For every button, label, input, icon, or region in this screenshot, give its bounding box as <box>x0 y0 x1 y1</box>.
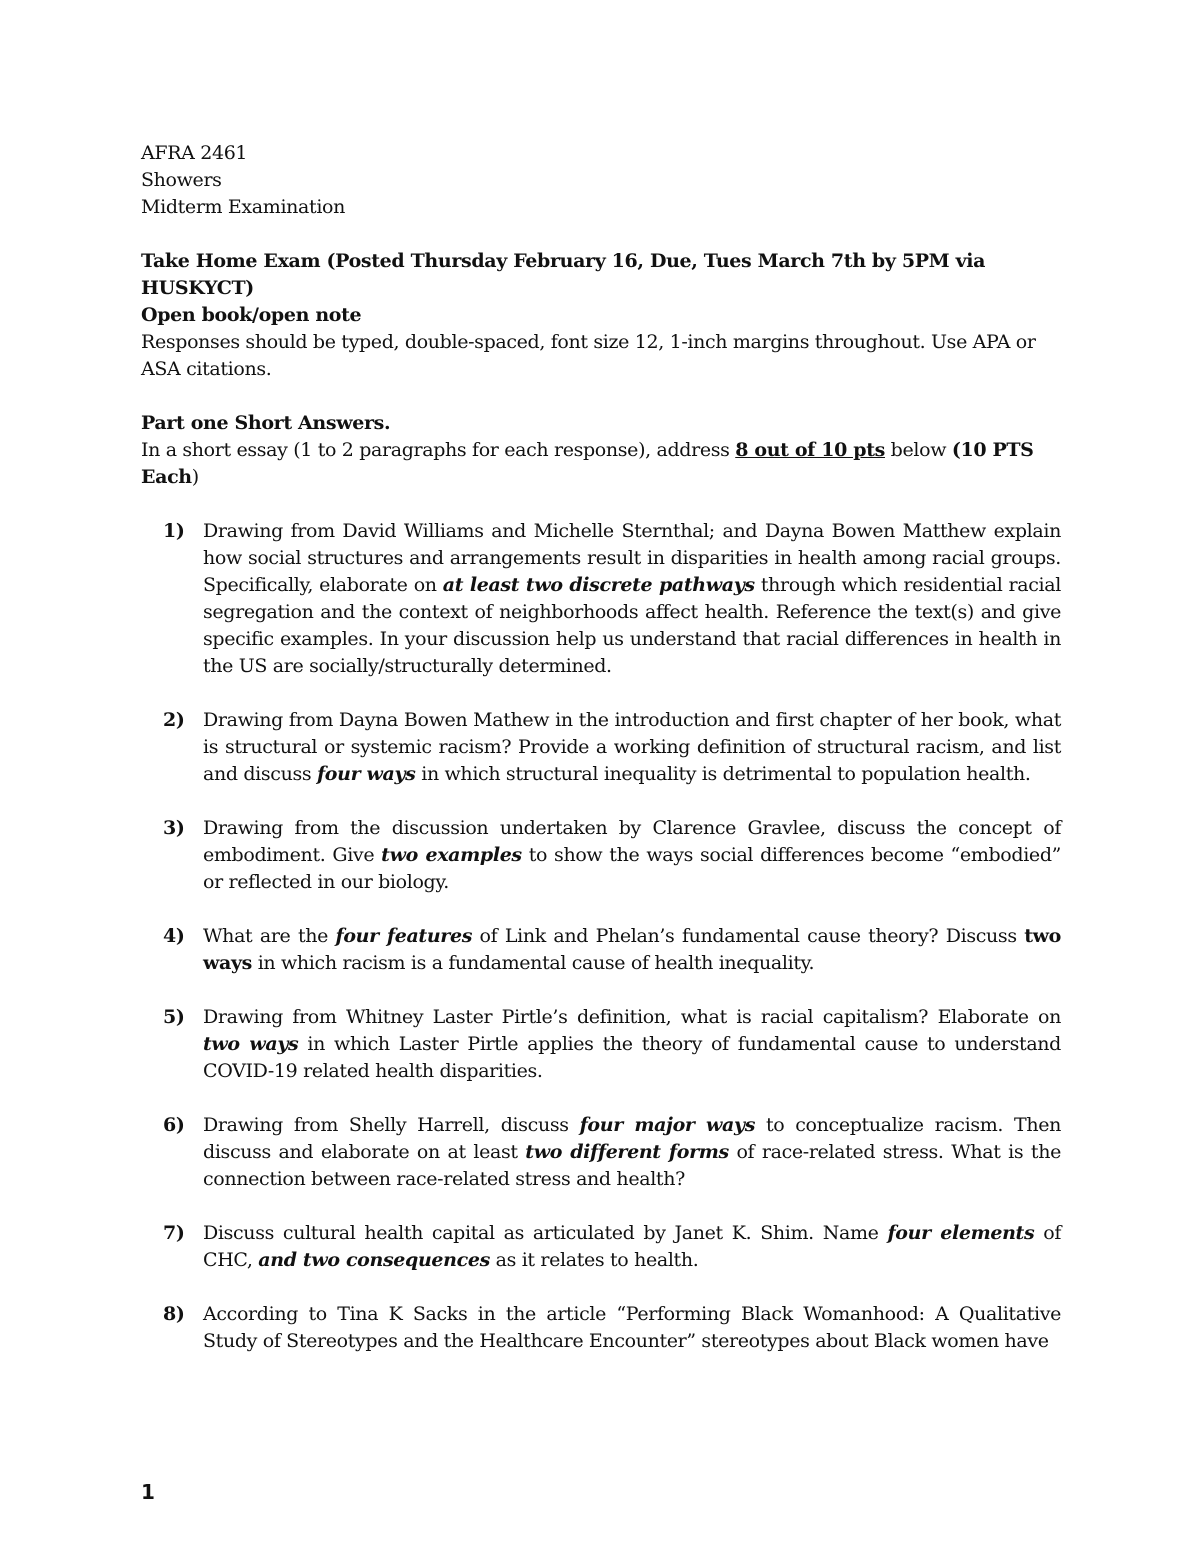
exam-title: Midterm Examination <box>141 196 346 218</box>
question-number: 8) <box>163 1303 185 1325</box>
document-body <box>141 140 1061 1382</box>
question-item: 3) Drawing from the discussion undertaken by Clarence Gravlee, discuss the concept of embodiment. Give two examples to show the ways social differences become “embodied” or reflected in our biology. <box>163 817 1061 893</box>
part-one-intro: In a short essay (1 to 2 paragraphs for each response), address 8 out of 10 pts below (10 PTS Each) <box>141 439 1034 488</box>
emphasis: two different forms <box>525 1141 729 1163</box>
part-one-section <box>141 410 1061 491</box>
part-one-title: Part one Short Answers. <box>141 412 391 434</box>
emphasis: two ways <box>203 925 1061 974</box>
emphasis: four features <box>335 925 473 947</box>
emphasis: and two consequences <box>258 1249 490 1271</box>
page-number: 1 <box>141 1480 155 1504</box>
question-item: 6) Drawing from Shelly Harrell, discuss four major ways to conceptualize racism. Then discuss and elaborate on at least two different forms of race-related stress. What is the connection between race-related stress and health? <box>163 1114 1061 1190</box>
document-header <box>141 140 1061 221</box>
emphasis: four elements <box>887 1222 1035 1244</box>
course-code: AFRA 2461 <box>141 142 248 164</box>
question-number: 4) <box>163 925 185 947</box>
question-item: 2) Drawing from Dayna Bowen Mathew in the introduction and first chapter of her book, what is structural or systemic racism? Provide a working definition of structural racism, and list and discuss four ways in which structural inequality is detrimental to population health. <box>163 709 1061 785</box>
question-item: 7) Discuss cultural health capital as articulated by Janet K. Shim. Name four elements of CHC, and two consequences as it relates to health. <box>163 1222 1061 1271</box>
question-number: 5) <box>163 1006 185 1028</box>
emphasis: two examples <box>381 844 522 866</box>
format-instructions: Responses should be typed, double-spaced, font size 12, 1-inch margins throughout. Use APA or ASA citations. <box>141 331 1036 380</box>
points-required: 8 out of 10 pts <box>735 439 885 461</box>
exam-heading: Take Home Exam (Posted Thursday February 16, Due, Tues March 7th by 5PM via HUSKYCT) <box>141 250 986 299</box>
question-item: 8) According to Tina K Sacks in the article “Performing Black Womanhood: A Qualitative Study of Stereotypes and the Healthcare Encounter” stereotypes about Black women have <box>163 1303 1061 1352</box>
question-item: 4) What are the four features of Link and Phelan’s fundamental cause theory? Discuss two ways in which racism is a fundamental cause of health inequality. <box>163 925 1061 974</box>
question-item: 1) Drawing from David Williams and Michelle Sternthal; and Dayna Bowen Matthew explain how social structures and arrangements result in disparities in health among racial groups. Specifically, elaborate on at least two discrete pathways through which residential racial segregation and the context of neighborhoods affect health. Reference the text(s) and give specific examples. In your discussion help us understand that racial differences in health in the US are socially/structurally determined. <box>163 520 1061 677</box>
question-list <box>141 518 1061 1355</box>
emphasis: four ways <box>316 763 416 785</box>
question-number: 7) <box>163 1222 185 1244</box>
question-number: 2) <box>163 709 185 731</box>
emphasis: four major ways <box>579 1114 756 1136</box>
open-book-note: Open book/open note <box>141 304 362 326</box>
instructor-name: Showers <box>141 169 222 191</box>
question-number: 1) <box>163 520 185 542</box>
exam-instructions <box>141 248 1061 383</box>
emphasis: at least two discrete pathways <box>442 574 755 596</box>
question-number: 6) <box>163 1114 185 1136</box>
emphasis: two ways <box>203 1033 299 1055</box>
points-each: (10 PTS Each <box>141 439 1034 488</box>
question-item: 5) Drawing from Whitney Laster Pirtle’s definition, what is racial capitalism? Elaborate on two ways in which Laster Pirtle applies the theory of fundamental cause to understand COVID-19 related health disparities. <box>163 1006 1061 1082</box>
question-number: 3) <box>163 817 185 839</box>
